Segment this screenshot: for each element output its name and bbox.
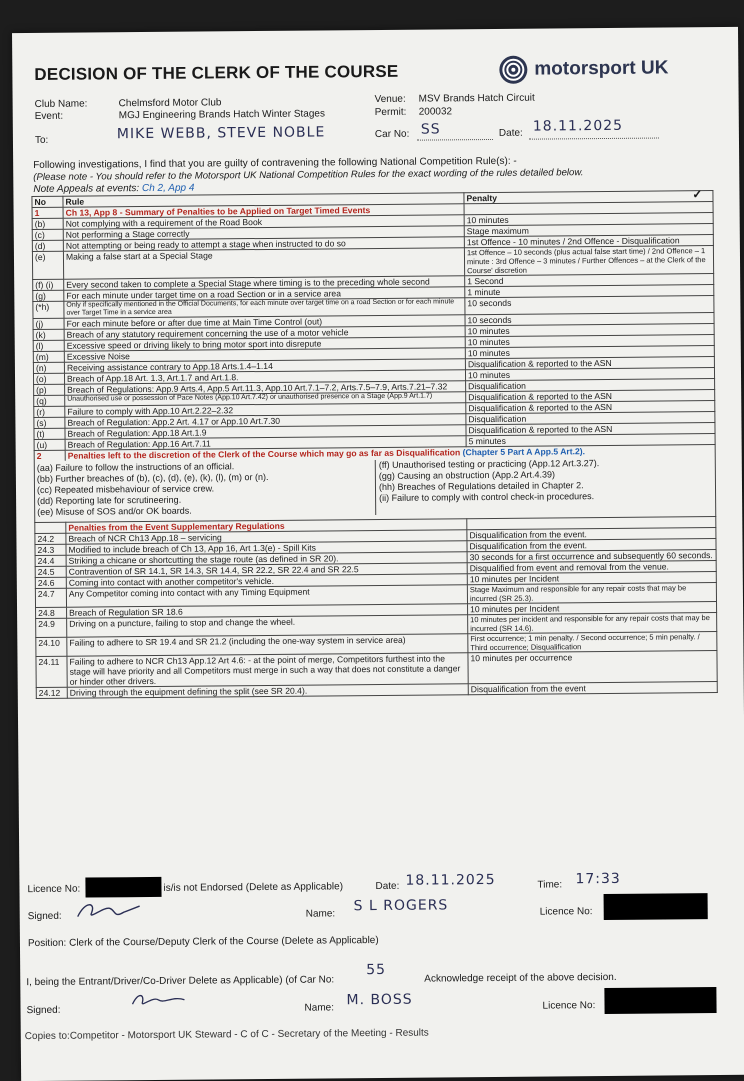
rule-rule-cell: Breach of NCR Ch13 App.18 – servicing bbox=[66, 530, 467, 544]
licence-label-3: Licence No: bbox=[542, 1000, 596, 1012]
rule-penalty-cell: 30 seconds for a first occurrence and subsequently 60 seconds. bbox=[467, 550, 716, 563]
list-item: (ii) Failure to comply with control check-in procedures. bbox=[379, 491, 595, 503]
tick-mark: ✓ bbox=[692, 187, 703, 202]
copies-line: Copies to:Competitor - Motorsport UK Steward - C of C - Secretary of the Meeting - Results bbox=[24, 1027, 429, 1043]
rule-rule-cell: Making a false start at a Special Stage bbox=[63, 248, 464, 279]
list-item: (bb) Further breaches of (b), (c), (d), (e), (k), (l), (m) or (n). bbox=[36, 471, 269, 484]
rule-no-cell: (j) bbox=[33, 318, 64, 329]
rule-rule-cell: Breach of Regulation: App.18 Art.1.9 bbox=[65, 425, 466, 439]
motorsport-logo-icon bbox=[498, 55, 528, 85]
rule-no-cell: (p) bbox=[34, 384, 65, 395]
venue-value: MSV Brands Hatch Circuit bbox=[418, 92, 535, 105]
rule-penalty-cell: 1 minute bbox=[465, 285, 714, 298]
rule-rule-cell: Not performing a Stage correctly bbox=[63, 226, 464, 240]
rule-rule-cell: Breach of any statutory requirement concerning the use of a motor vehicle bbox=[64, 326, 465, 340]
name-label-2: Name: bbox=[304, 1002, 335, 1014]
motorsport-uk-logo bbox=[498, 53, 668, 84]
rule-no-cell: (u) bbox=[34, 439, 65, 450]
rule-rule-cell: Receiving assistance contrary to App.18 Arts.1.4–1.14 bbox=[64, 359, 465, 373]
ack-text-2: Acknowledge receipt of the above decision. bbox=[424, 971, 617, 985]
date-line bbox=[529, 138, 659, 140]
rule-rule-cell: Failure to comply with App.10 Art.2.22–2.32 bbox=[65, 403, 466, 417]
club-value: Chelmsford Motor Club bbox=[118, 97, 222, 110]
rule-rule-cell: Failing to adhere to NCR Ch13 App.12 Art 4.6: - at the point of merge, Competitors furthest into the stage will have priority and all Competitors must merge in such a way that does not constitute a danger or hinder other drivers. bbox=[67, 653, 468, 687]
time-value: 17:33 bbox=[575, 870, 621, 888]
rule-rule-cell: Any Competitor coming into contact with any Timing Equipment bbox=[66, 585, 467, 607]
section-2-columns bbox=[37, 457, 713, 518]
section-2-list-row bbox=[34, 455, 716, 522]
list-item: (ee) Misuse of SOS and/or OK boards. bbox=[37, 505, 192, 517]
date-label: Date: bbox=[498, 127, 523, 139]
logo-text: motorsport UK bbox=[534, 57, 669, 80]
rule-no-cell: (b) bbox=[32, 218, 63, 229]
rule-no-cell: (d) bbox=[32, 240, 63, 251]
rule-no-cell: (*h) bbox=[33, 301, 64, 318]
position-text: Position: Clerk of the Course/Deputy Clerk of the Course (Delete as Applicable) bbox=[27, 935, 379, 950]
rule-no-cell: (g) bbox=[33, 290, 64, 301]
col-no-header: No bbox=[32, 196, 63, 207]
signed-label-2: Signed: bbox=[26, 1004, 61, 1017]
rule-rule-cell: Breach of Regulation: App.16 Art.7.11 bbox=[65, 436, 466, 450]
rule-penalty-cell: 10 minutes per Incident bbox=[468, 602, 717, 615]
rule-penalty-cell: 10 minutes per incident and responsible for any repair costs that may be incurred (SR 14.6). bbox=[468, 613, 717, 634]
rule-no-cell: 24.5 bbox=[35, 566, 66, 577]
rule-no-cell: (e) bbox=[32, 251, 63, 279]
rule-rule-cell: Every second taken to complete a Special Stage where timing is to the preceding whole second bbox=[64, 276, 465, 290]
section-1-no: 1 bbox=[32, 207, 63, 218]
intro-line-1: Following investigations, I find that you are guilty of contravening the following National Competition Rule(s): - bbox=[33, 155, 517, 171]
rule-rule-cell: Unauthorised use or possession of Pace Notes (App.10 Art.7.42) or unauthorised presence on a Stage (App.9 Art.1.7) bbox=[65, 392, 466, 406]
section-1-rows bbox=[32, 213, 715, 451]
to-value: MIKE WEBB, STEVE NOBLE bbox=[116, 124, 326, 143]
rule-no-cell: 24.4 bbox=[35, 555, 66, 566]
rule-penalty-cell: Disqualification & reported to the ASN bbox=[465, 357, 714, 370]
rule-penalty-cell: Disqualification from the event. bbox=[467, 539, 716, 552]
rule-rule-cell: Excessive Noise bbox=[64, 348, 465, 362]
rule-rule-cell: Breach of Regulation SR 18.6 bbox=[67, 604, 468, 618]
rule-no-cell: (l) bbox=[33, 340, 64, 351]
rule-rule-cell: Striking a chicane or shortcutting the stage route (as defined in SR 20). bbox=[66, 552, 467, 566]
rule-penalty-cell: 10 seconds bbox=[465, 296, 714, 315]
rule-penalty-cell: Disqualification from the event. bbox=[467, 528, 716, 541]
rule-no-cell: 24.9 bbox=[36, 618, 67, 637]
licence-label-2: Licence No: bbox=[539, 906, 593, 918]
intro-line-2: (Please note - You should refer to the Motorsport UK National Competition Rules for the exact wording of the rules detailed below. bbox=[33, 167, 584, 183]
rule-no-cell: (t) bbox=[34, 428, 65, 439]
ack-text-1: I, being the Entrant/Driver/Co-Driver Delete as Applicable) (of Car No: bbox=[26, 974, 335, 989]
list-item: (dd) Reporting late for scrutineering. bbox=[37, 494, 182, 506]
rule-penalty-cell: 10 seconds bbox=[465, 313, 714, 326]
rule-no-cell: (r) bbox=[34, 406, 65, 417]
rule-no-cell: (n) bbox=[33, 362, 64, 373]
rule-penalty-cell: 10 minutes per Incident bbox=[467, 572, 716, 585]
rule-penalty-cell: 1 Second bbox=[465, 274, 714, 287]
rule-no-cell: (s) bbox=[34, 417, 65, 428]
appeals-value: Ch 2, App 4 bbox=[141, 182, 195, 195]
list-item: (hh) Breaches of Regulations detailed in Chapter 2. bbox=[378, 480, 584, 492]
rule-no-cell: (c) bbox=[32, 229, 63, 240]
rule-rule-cell: Driving through the equipment defining the split (see SR 20.4). bbox=[67, 684, 468, 698]
rule-penalty-cell: Disqualification & reported to the ASN bbox=[466, 423, 715, 436]
clerk-signature bbox=[74, 898, 144, 923]
col-penalty-label: Penalty bbox=[466, 192, 498, 204]
rule-rule-cell: Coming into contact with another competitor's vehicle. bbox=[66, 574, 467, 588]
rule-penalty-cell: Disqualified from event and removal from the venue. bbox=[467, 561, 716, 574]
rule-no-cell: (f) (i) bbox=[33, 279, 64, 290]
rule-rule-cell: Breach of Regulation: App.2 Art. 4.17 or App.10 Art.7.30 bbox=[65, 414, 466, 428]
rule-penalty-cell: Disqualification from the event bbox=[468, 682, 717, 695]
section-2-no: 2 bbox=[34, 450, 65, 461]
rule-rule-cell: Driving on a puncture, failing to stop and change the wheel. bbox=[67, 615, 468, 637]
rule-no-cell: 24.8 bbox=[36, 607, 67, 618]
section-3-title: Penalties from the Event Supplementary Regulations bbox=[66, 519, 467, 533]
event-value: MGJ Engineering Brands Hatch Winter Stages bbox=[118, 108, 325, 122]
rule-penalty-cell: Disqualification bbox=[466, 379, 715, 392]
rule-no-cell: 24.10 bbox=[36, 637, 67, 656]
rule-penalty-cell: Disqualification & reported to the ASN bbox=[466, 390, 715, 403]
rule-penalty-cell: 10 minutes bbox=[465, 368, 714, 381]
rule-rule-cell: For each minute under target time on a road Section or in a service area bbox=[64, 287, 465, 301]
club-label: Club Name: bbox=[34, 98, 88, 110]
rule-rule-cell: Breach of Regulations: App.9 Arts.4, App.5 Art.11.3, App.10 Art.7.1–7.2, Arts.7.5–7.9, Arts.7.21–7.32 bbox=[65, 381, 466, 395]
section-2-right bbox=[375, 457, 713, 515]
event-label: Event: bbox=[34, 110, 64, 122]
permit-label: Permit: bbox=[374, 106, 407, 119]
rule-penalty-cell: 10 minutes bbox=[465, 346, 714, 359]
rule-rule-cell: Contravention of SR 14.1, SR 14.3, SR 14.4, SR 22.2, SR 22.4 and SR 22.5 bbox=[66, 563, 467, 577]
rule-penalty-cell: 10 minutes bbox=[465, 324, 714, 337]
col-penalty-header bbox=[464, 187, 713, 204]
date-value: 18.11.2025 bbox=[532, 117, 624, 135]
rule-penalty-cell: 10 minutes per occurrence bbox=[468, 651, 717, 684]
rule-rule-cell: Modified to include breach of Ch 13, App 16, Art 1.3(e) - Spill Kits bbox=[66, 541, 467, 555]
rule-no-cell: 24.6 bbox=[35, 577, 66, 588]
section-2-ref: (Chapter 5 Part A App.5 Art.2). bbox=[462, 446, 586, 458]
licence-label: Licence No: bbox=[27, 883, 81, 896]
ack-car: 55 bbox=[366, 961, 387, 979]
rule-no-cell: 24.12 bbox=[36, 687, 67, 698]
rule-penalty-cell: Stage maximum bbox=[464, 224, 713, 237]
rule-rule-cell: Breach of App.18 Art. 1.3, Art.1.7 and Art.1.8. bbox=[64, 370, 465, 384]
rule-rule-cell: For each minute before or after due time at Main Time Control (out) bbox=[64, 315, 465, 329]
rule-no-cell: (m) bbox=[33, 351, 64, 362]
name-value-2: M. BOSS bbox=[346, 991, 413, 1009]
rule-rule-cell: Only if specifically mentioned in the Official Documents, for each minute over target time on a road Section or for each minute over Target Time in a service area bbox=[64, 298, 465, 318]
appeals-label: Note Appeals at events: bbox=[33, 183, 143, 195]
name-value: S L ROGERS bbox=[353, 897, 449, 915]
col-rule-header: Rule bbox=[63, 193, 464, 207]
signed-label: Signed: bbox=[27, 910, 62, 923]
section-3-rows bbox=[35, 528, 717, 699]
rule-penalty-cell: 1st Offence - 10 minutes / 2nd Offence - Disqualification bbox=[464, 235, 713, 248]
rule-no-cell: (q) bbox=[34, 395, 65, 406]
rule-rule-cell: Excessive speed or driving likely to bring motor sport into disrepute bbox=[64, 337, 465, 351]
rule-penalty-cell: Disqualification bbox=[466, 412, 715, 425]
appeals-note bbox=[33, 183, 194, 195]
rule-rule-cell: Failing to adhere to SR 19.4 and SR 21.2 (including the one-way system in service area) bbox=[67, 634, 468, 656]
endorsed-text: is/is not Endorsed (Delete as Applicable) bbox=[163, 881, 344, 894]
section-2-left bbox=[37, 460, 375, 518]
list-item: (aa) Failure to follow the instructions of an official. bbox=[36, 461, 235, 473]
list-item: (ff) Unauthorised testing or practicing (App.12 Art.3.27). bbox=[378, 458, 600, 470]
to-label: To: bbox=[34, 134, 49, 146]
car-value: SS bbox=[420, 121, 441, 138]
section-2-title: Penalties left to the discretion of the Clerk of the Course which may go as far as Disqualification bbox=[67, 447, 461, 461]
permit-value: 200032 bbox=[418, 106, 453, 118]
car-label: Car No: bbox=[374, 128, 410, 141]
list-item: (gg) Causing an obstruction (App.2 Art.4.39) bbox=[378, 469, 556, 481]
rule-penalty-cell: 1st Offence – 10 seconds (plus actual false start time) / 2nd Offence – 1 minute : 3rd Offence – 3 minutes / Further Offences – at the Clerk of the Course' discretion bbox=[464, 246, 713, 276]
list-item: (cc) Repeated misbehaviour of service crew. bbox=[36, 483, 215, 495]
footer-date-value: 18.11.2025 bbox=[405, 871, 496, 889]
rule-penalty-cell: 5 minutes bbox=[466, 434, 715, 447]
rule-no-cell: (o) bbox=[33, 373, 64, 384]
rule-no-cell: 24.7 bbox=[35, 588, 66, 607]
form-title: DECISION OF THE CLERK OF THE COURSE bbox=[34, 61, 399, 84]
redacted-licence-3 bbox=[604, 987, 716, 1014]
competitor-signature bbox=[128, 990, 188, 1011]
venue-label: Venue: bbox=[374, 93, 406, 106]
rule-rule-cell: Not attempting or being ready to attempt a stage when instructed to do so bbox=[63, 237, 464, 251]
section-2-list-cell bbox=[34, 455, 716, 522]
decision-form bbox=[12, 27, 744, 1081]
section-1-title: Ch 13, App 8 - Summary of Penalties to be Applied on Target Timed Events bbox=[63, 204, 464, 218]
car-line bbox=[417, 139, 493, 141]
rule-rule-cell: Not complying with a requirement of the Road Book bbox=[63, 215, 464, 229]
redacted-licence-1 bbox=[85, 877, 161, 898]
rule-penalty-cell: 10 minutes bbox=[464, 213, 713, 226]
rule-penalty-cell: Disqualification & reported to the ASN bbox=[466, 401, 715, 414]
rule-penalty-cell: Stage Maximum and responsible for any repair costs that may be incurred (SR 25.3). bbox=[467, 583, 716, 604]
rule-penalty-cell: First occurrence; 1 min penalty. / Second occurrence; 5 min penalty. / Third occurrence; Disqualification bbox=[468, 632, 717, 653]
rule-penalty-cell: 10 minutes bbox=[465, 335, 714, 348]
rule-no-cell: (k) bbox=[33, 329, 64, 340]
rule-no-cell: 24.2 bbox=[35, 533, 66, 544]
name-label: Name: bbox=[305, 908, 336, 920]
redacted-licence-2 bbox=[604, 893, 708, 920]
rule-no-cell: 24.11 bbox=[36, 656, 67, 687]
section-3-no bbox=[35, 522, 66, 533]
footer-date-label: Date: bbox=[375, 880, 400, 893]
time-label: Time: bbox=[537, 879, 563, 891]
rule-no-cell: 24.3 bbox=[35, 544, 66, 555]
